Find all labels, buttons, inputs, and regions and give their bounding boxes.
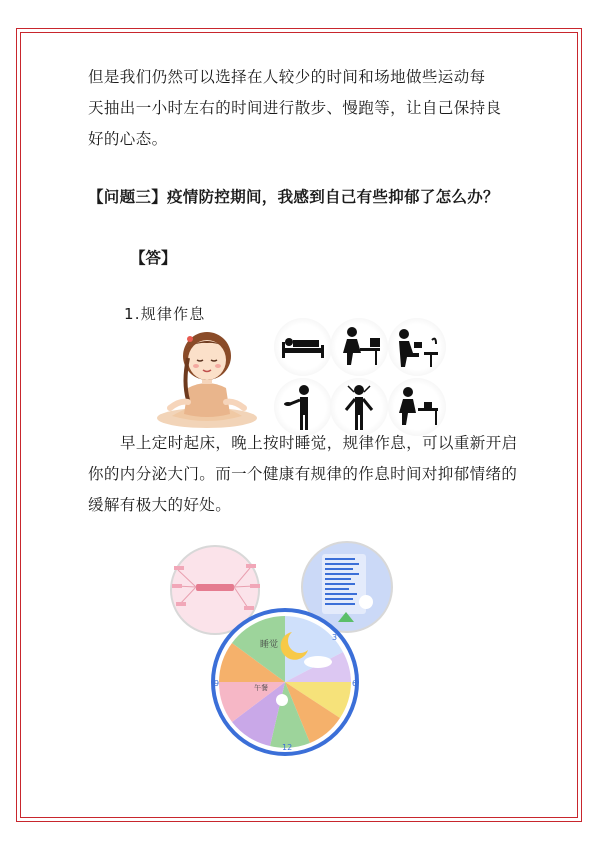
clock-number: 6 [352, 679, 358, 688]
schedule-collage [170, 540, 440, 760]
lunch-label: 午餐 [254, 684, 268, 692]
meditating-girl-illustration [150, 330, 265, 430]
paragraph-exercise [88, 62, 518, 155]
section-heading: 1.规律作息 [124, 305, 206, 323]
sleep-label: 睡觉 [260, 640, 279, 650]
paragraph-line: 但是我们仍然可以选择在人较少的时间和场地做些运动每 [88, 68, 486, 86]
clock-number: 3 [332, 633, 338, 642]
clock-number: 12 [282, 743, 293, 752]
paragraph-routine: 早上定时起床，晚上按时睡觉，规律作息，可以重新开启你的内分泌大门。而一个健康有规律的作息时间对抑郁情绪的缓解有极大的好处。 [88, 434, 518, 514]
answer-label: 【答】 [130, 249, 177, 267]
sleeping-icon [274, 318, 332, 376]
reading-icon [388, 318, 446, 376]
schedule-clock-chart [213, 610, 357, 754]
desk-work-icon [330, 318, 388, 376]
question-heading: 【问题三】疫情防控期间，我感到自己有些抑郁了怎么办？ [88, 188, 499, 206]
paragraph-line: 天抽出一小时左右的时间进行散步、慢跑等，让自己保持良 [88, 99, 502, 117]
paragraph-line: 好的心态。 [88, 130, 168, 148]
clock-number: 9 [214, 679, 220, 688]
